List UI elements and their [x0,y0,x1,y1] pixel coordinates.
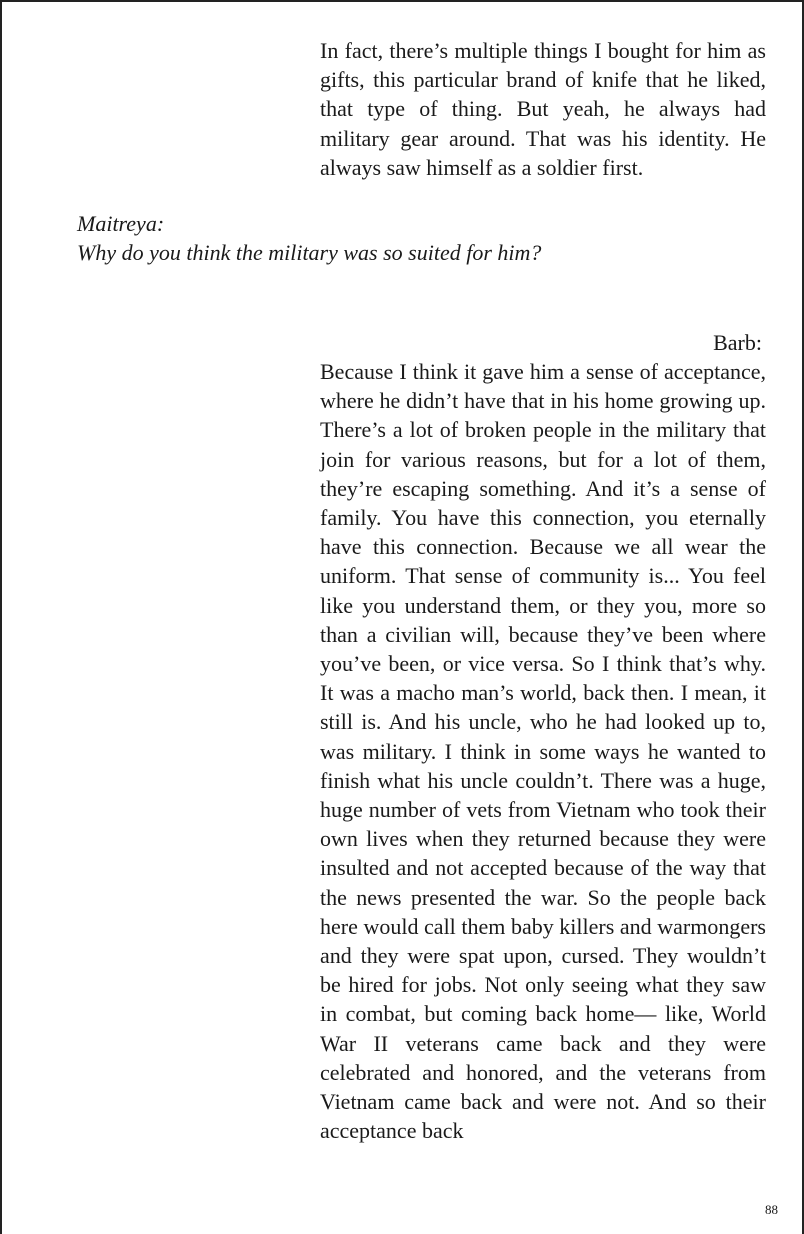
respondent-name: Barb: [713,330,762,355]
page-number: 88 [765,1202,778,1217]
interviewer-question-block [77,209,557,267]
passage-continued-paragraph: In fact, there’s multiple things I bought for him as gifts, this particular brand of knife that he liked, that type of thing. But yeah, he always had military gear around. That was his identity. He always saw himself as a soldier first. [320,38,766,180]
interviewer-name: Maitreya: [77,211,165,236]
interviewer-question: Why do you think the military was so suited for him? [77,240,542,265]
respondent-answer: Because I think it gave him a sense of acceptance, where he didn’t have that in his home growing up. There’s a lot of broken people in the military that join for various reasons, but for a lot of them, they’re escaping something. And it’s a sense of family. You have this connection, you eternally have this connection. Because we all wear the uniform. That sense of community is... You feel like you understand them, or they you, more so than a civilian will, because they’ve been where you’ve been, or vice versa. So I think that’s why. It was a macho man’s world, back then. I mean, it still is. And his uncle, who he had looked up to, was military. I think in some ways he wanted to finish what his uncle couldn’t. There was a huge, huge number of vets from Vietnam who took their own lives when they returned because they were insulted and not accepted because of the way that the news presented the war. So the people back here would call them baby killers and warmongers and they were spat upon, cursed. They wouldn’t be hired for jobs. Not only seeing what they saw in combat, but coming back home— like, World War II veterans came back and they were celebrated and honored, and the veterans from Vietnam came back and were not. And so their acceptance back [320,359,766,1144]
